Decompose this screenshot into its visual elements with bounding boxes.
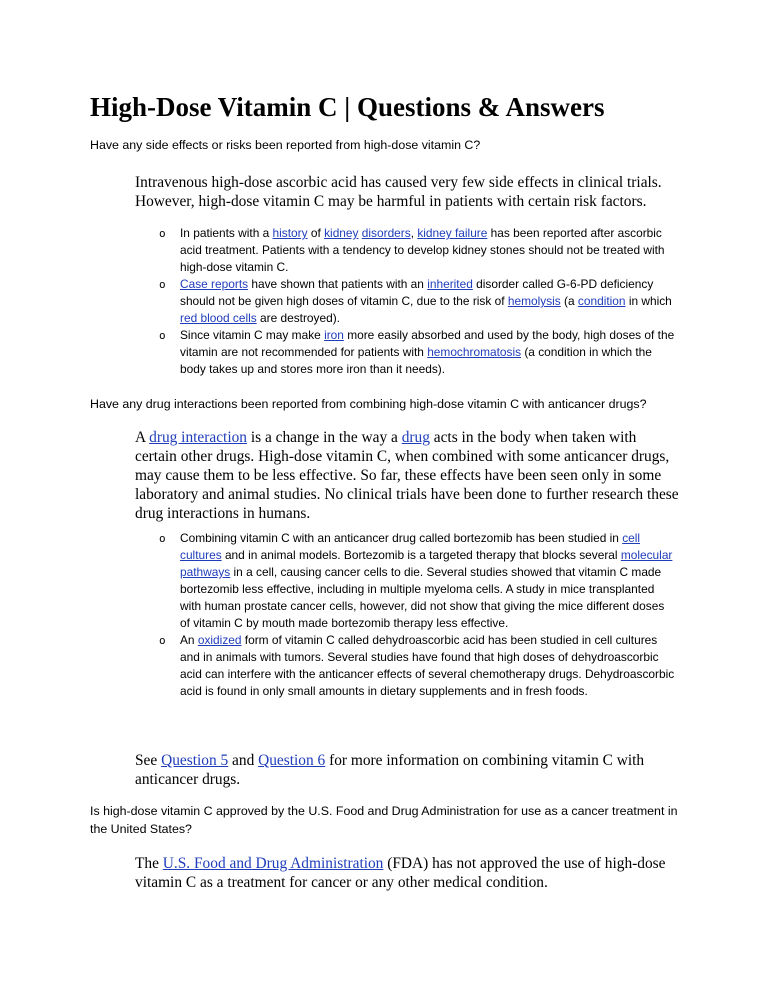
text: (a [560, 294, 578, 308]
text: and in animal models. Bortezomib is a targeted therapy that blocks several [221, 548, 621, 562]
link-question-6[interactable]: Question 6 [258, 752, 326, 769]
text: acts in the body when taken with certain other drugs. High-dose vitamin C, when combined with some anticancer drugs, may cause them to be less effective. So far, these effects have been seen only in some laboratory and animal studies. No clinical trials have been done to further research these drug interactions in humans. [135, 429, 679, 522]
answer-side-effects: Intravenous high-dose ascorbic acid has caused very few side effects in clinical trials. However, high-dose vitamin C may be harmful in patients with certain risk factors. [135, 174, 662, 210]
text: has been reported after ascorbic acid treatment. Patients with a tendency to develop kidney stones should not be treated with high-dose vitamin C. [180, 226, 665, 274]
text: in which [625, 294, 672, 308]
text: have shown that patients with an [248, 277, 428, 291]
text: and [228, 752, 259, 769]
link-molecular-pathways[interactable]: molecular pathways [180, 548, 673, 579]
link-hemochromatosis[interactable]: hemochromatosis [427, 345, 522, 359]
text: A [135, 429, 150, 446]
link-kidney-failure[interactable]: kidney failure [417, 226, 488, 240]
link-condition[interactable]: condition [577, 294, 626, 308]
text: In patients with a [180, 226, 273, 240]
text: are destroyed). [256, 311, 340, 325]
link-disorders[interactable]: disorders [361, 226, 411, 240]
answer-drug-interactions [135, 428, 680, 523]
text: See [135, 752, 162, 769]
list-item [159, 276, 676, 327]
link-kidney[interactable]: kidney [324, 226, 359, 240]
bullet-icon: o [159, 532, 166, 545]
link-hemolysis[interactable]: hemolysis [507, 294, 561, 308]
link-case-reports[interactable]: Case reports [180, 277, 249, 291]
question-drug-interactions: Have any drug interactions been reported from combining high-dose vitamin C with anticancer drugs? [90, 397, 647, 411]
link-inherited[interactable]: inherited [427, 277, 473, 291]
text: in a cell, causing cancer cells to die. Several studies showed that vitamin C made bortezomib less effective, including in multiple myeloma cells. A study in mice transplanted with human prostate cancer cells, however, did not show that giving the mice different doses of vitamin C by mouth made bortezomib therapy less effective. [180, 565, 665, 630]
bullet-icon: o [159, 634, 166, 647]
bullet-icon: o [159, 278, 166, 291]
text: The [135, 855, 163, 872]
text: , [410, 226, 418, 240]
page-title: High-Dose Vitamin C | Questions & Answers [90, 92, 605, 122]
link-drug-interaction[interactable]: drug interaction [149, 429, 247, 446]
text: (a condition in which the body takes up and stores more iron than it needs). [180, 345, 652, 376]
text: is a change in the way a [247, 429, 402, 446]
text: An [180, 633, 198, 647]
text: of [307, 226, 325, 240]
list-item [159, 225, 676, 276]
text: for more information on combining vitamin C with anticancer drugs. [135, 752, 645, 788]
answer-fda-approval [135, 854, 680, 892]
question-side-effects: Have any side effects or risks been reported from high-dose vitamin C? [90, 138, 481, 152]
text: disorder called G-6-PD deficiency should not be given high doses of vitamin C, due to the risk of [180, 277, 654, 308]
drug-interactions-list [159, 530, 676, 700]
list-item [159, 632, 676, 700]
link-history[interactable]: history [272, 226, 308, 240]
link-fda[interactable]: U.S. Food and Drug Administration [162, 855, 384, 872]
bullet-icon: o [159, 329, 166, 342]
text: (FDA) has not approved the use of high-dose vitamin C as a treatment for cancer or any other medical condition. [135, 855, 666, 891]
link-question-5[interactable]: Question 5 [161, 752, 229, 769]
text: more easily absorbed and used by the body, high doses of the vitamin are not recommended for patients with [180, 328, 675, 359]
text: Combining vitamin C with an anticancer drug called bortezomib has been studied in [180, 531, 623, 545]
see-also-paragraph [135, 751, 680, 789]
text: Since vitamin C may make [180, 328, 325, 342]
link-drug[interactable]: drug [401, 429, 430, 446]
link-iron[interactable]: iron [324, 328, 344, 342]
list-item [159, 327, 676, 378]
list-item [159, 530, 676, 632]
link-cell-cultures[interactable]: cell cultures [180, 531, 641, 562]
text: form of vitamin C called dehydroascorbic acid has been studied in cell cultures and in animals with tumors. Several studies have found that high doses of dehydroascorbic acid can interfere with the anticancer effects of several chemotherapy drugs. Dehydroascorbic acid is found in only small amounts in dietary supplements and in fresh foods. [180, 633, 675, 698]
bullet-icon: o [159, 227, 166, 240]
side-effects-list [159, 225, 676, 378]
link-oxidized[interactable]: oxidized [197, 633, 242, 647]
link-red-blood-cells[interactable]: red blood cells [180, 311, 257, 325]
question-fda-approval: Is high-dose vitamin C approved by the U.S. Food and Drug Administration for use as a cancer treatment in the United States? [90, 804, 678, 836]
